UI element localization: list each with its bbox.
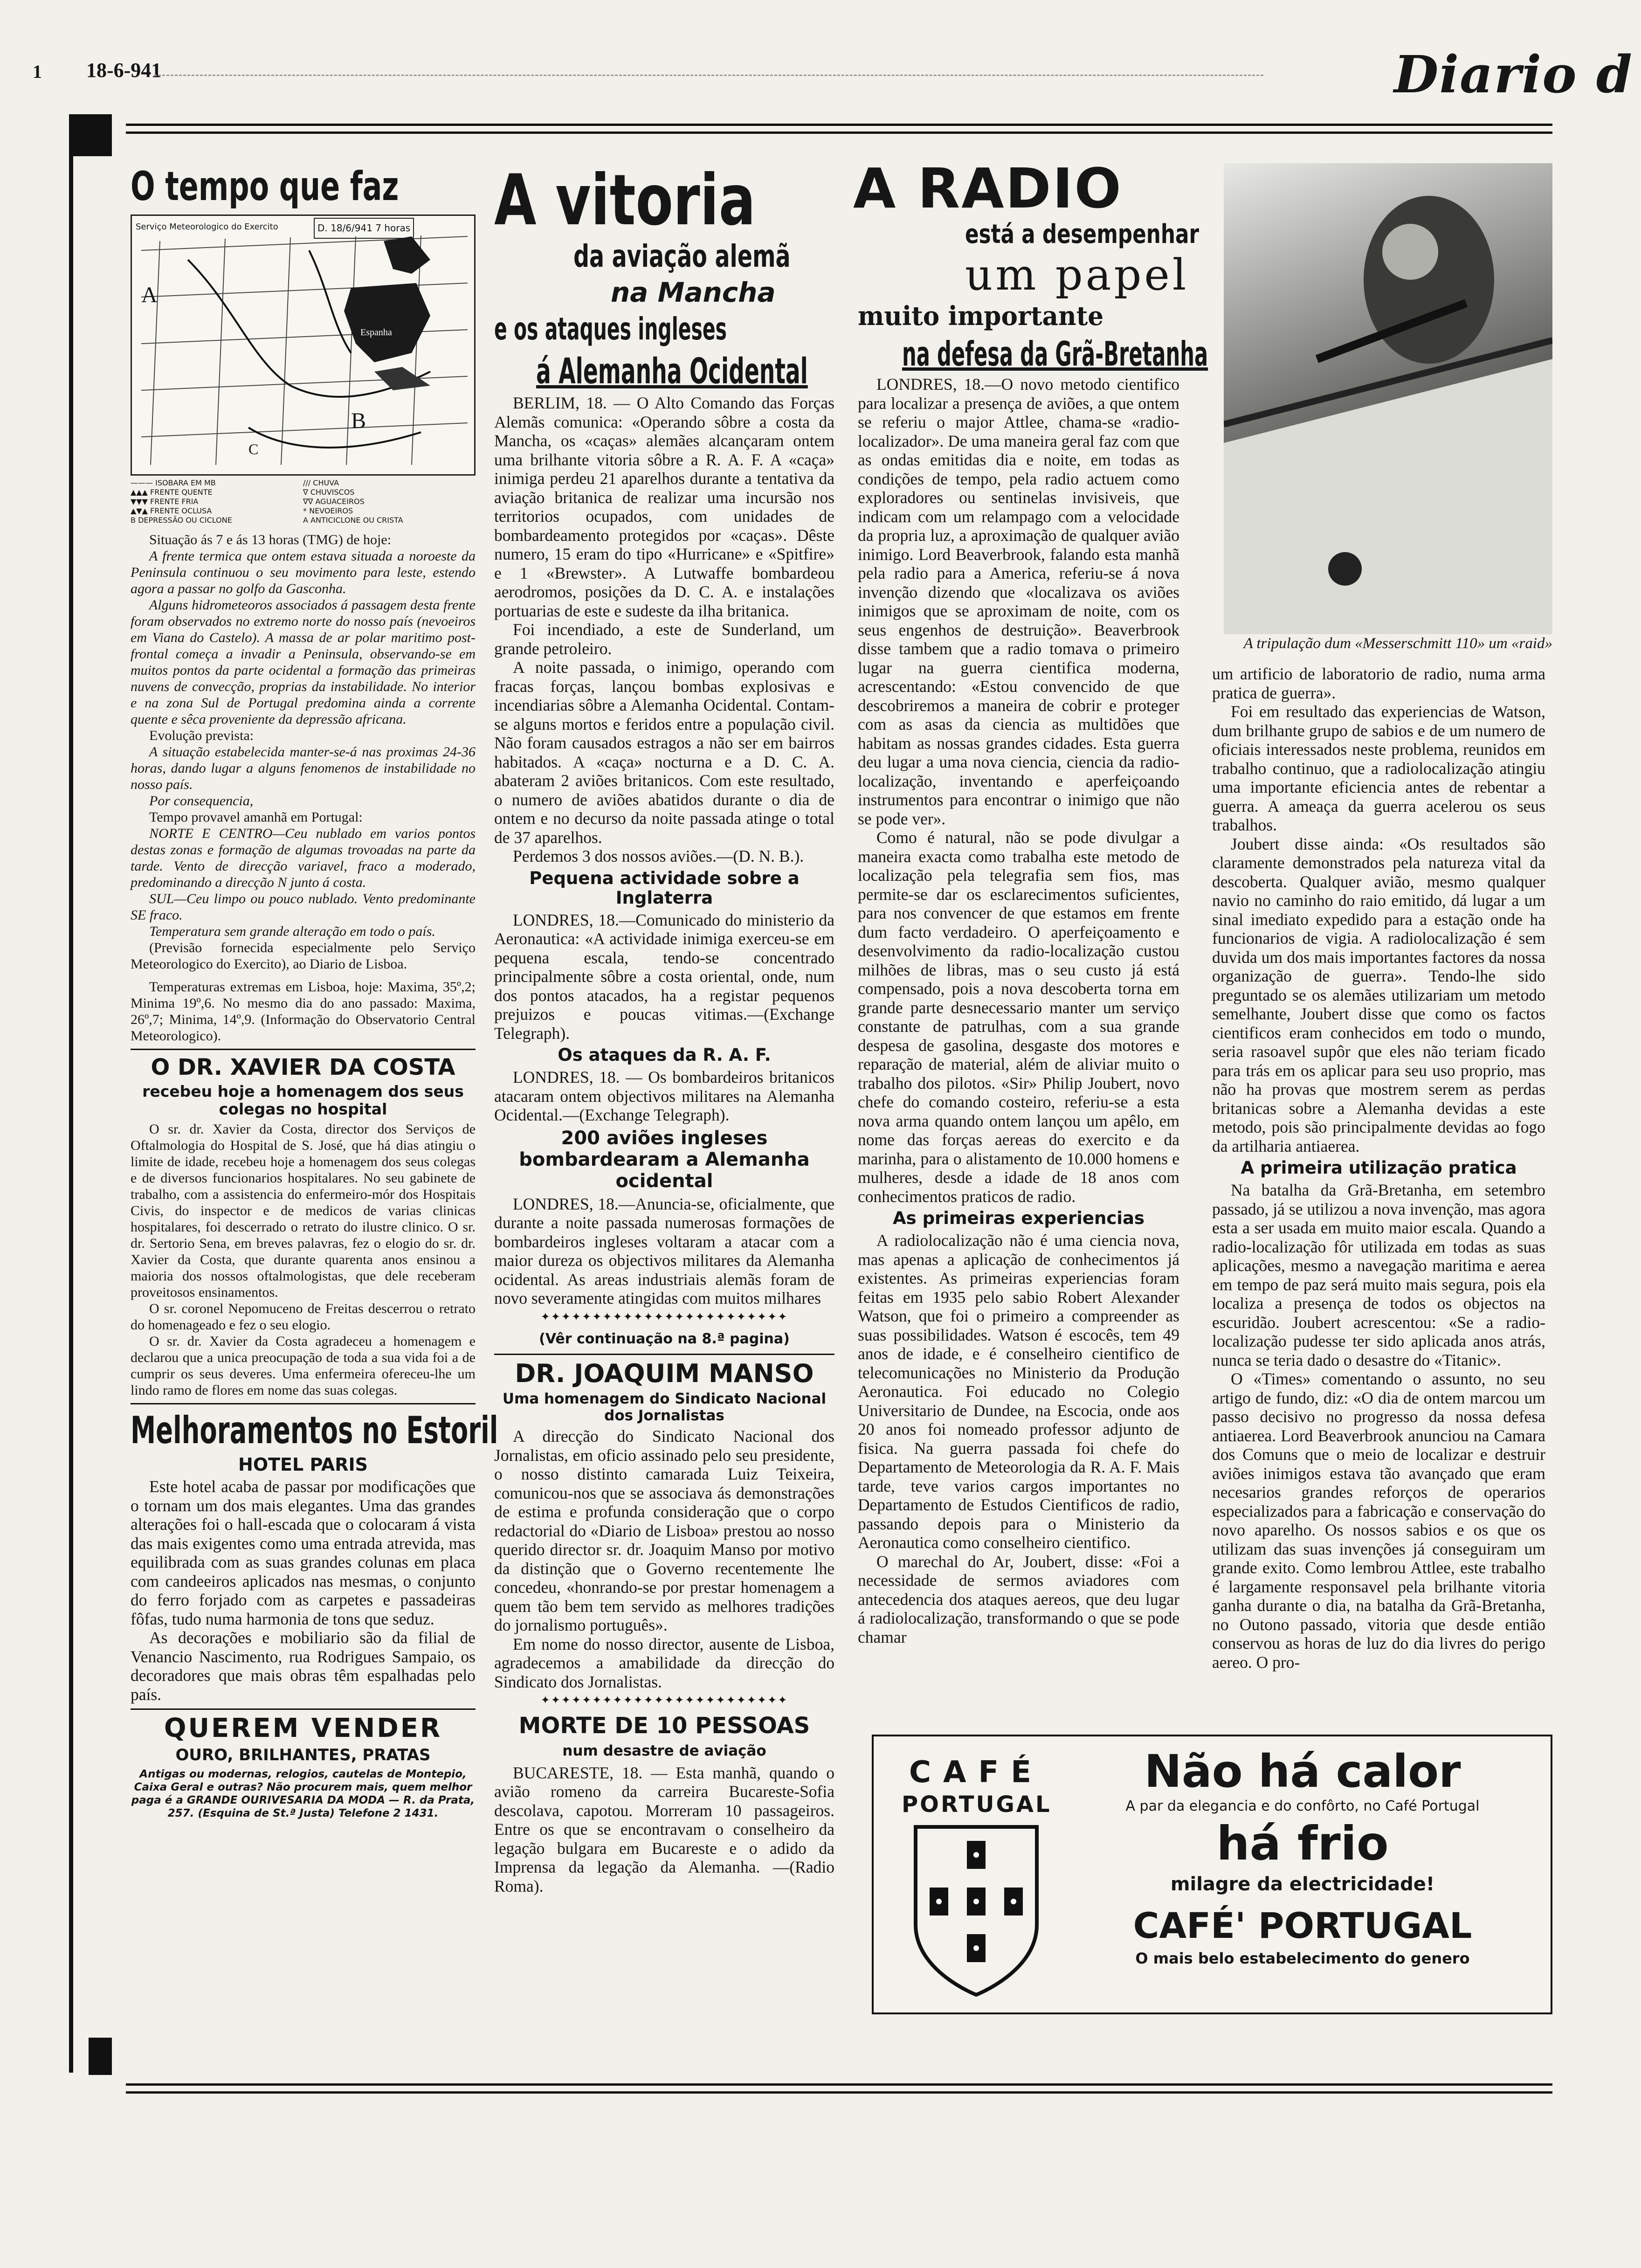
legend-item: ∇∇ AGUACEIROS (303, 497, 365, 506)
map-label-b: B (351, 408, 366, 433)
weather-p3: Evolução prevista: (149, 728, 254, 743)
ad-line-3: há frio (1216, 1816, 1389, 1871)
vitoria-column (494, 160, 834, 1895)
vitoria-h1: A vitoria (494, 160, 756, 241)
radio-h4: muito importante (858, 301, 1104, 332)
photo-caption: A tripulação dum «Messerschmitt 110» um «raid» (1243, 635, 1552, 652)
ad-line-6: O mais belo estabelecimento do genero (1135, 1950, 1470, 1967)
legend-item: ▲▼▲ FRENTE OCLUSA (131, 506, 212, 515)
map-label-spain: Espanha (360, 327, 392, 338)
ad-text (1065, 1746, 1540, 1969)
radio-h5: na defesa da Grã-Bretanha (902, 334, 1208, 373)
vitoria-h2: da aviação alemã (573, 238, 791, 274)
legend-item: A ANTICICLONE OU CRISTA (303, 516, 403, 525)
radio-h1: A RADIO (853, 156, 1123, 221)
divider (131, 1049, 476, 1050)
radio-p4: O marechal do Ar, Joubert, disse: «Foi a necessidade de sermos aviadores com antecedencia dos ataques aereos, que deu lugar á radiolocalização, transformando o que se pode chamar (858, 1552, 1179, 1646)
vitoria-p1: BERLIM, 18. — O Alto Comando das Forças Alemãs comunica: «Operando sôbre a costa da Mancha, os «caças» alemães alcançaram ontem uma brilhante vitoria sôbre a R. A. F. A «caça» inimiga perdeu 21 aparelhos durante a tentativa da aviação britanica de realizar uma incursão nos territorios ocupados, com unidades de bombardeamento protegidos por «caças». Dêste numero, 15 eram do tipo «Hurricane» e «Spitfire» e 1 «Brewster». A Lutwaffe bombardeou aerodromos, posições da D. C. A. e instalações portuarias de este e sudeste da ilha britanica. (494, 394, 834, 620)
radio-p3: A radiolocalização não é uma ciencia nova, mas apenas a aplicação de conhecimentos já existentes. As primeiras experiencias foram feitas em 1935 pelo sabio Robert Alexander Watson, que foi o primeiro a compreender as suas possibilidades. Watson é escocês, tem 49 anos de idade, e é conselheiro cientifico de telecomunicações no Ministerio da Produção Aeronautica. Foi educado no Colegio Universitario de Dundee, na Escocia, onde aos 20 anos foi nomeado professor adjunto de fisica. Na guerra passada foi chefe do Departamento de Meteorologia da R. A. F. Mais tarde, teve varios cargos importantes no Departamento de Estudos Cientificos de radio, passando depois para o Ministerio da Aeronautica como conselheiro cientifico. (858, 1231, 1179, 1552)
issue-date: 18-6-941 (86, 59, 162, 82)
masthead: Diario d (1394, 44, 1633, 104)
radio-p8: Na batalha da Grã-Bretanha, em setembro passado, já se utilizou a nova invenção, mas agora esta a ser usada em muito maior escala. Quando a radio-localização fôr utilizada em todas as suas aplicações, mesmo a navegação maritima e aerea em tempo de paz será muito mais segura, pois ela localiza a presença de todos os objectos na escuridão. Joubert acrescentou: «Se a radio-localização pudesse ter sido aplicada anos atrás, nunca se teria dado o desastre do «Titanic». (1212, 1181, 1545, 1369)
vitoria-p5: LONDRES, 18.—Comunicado do ministerio da Aeronautica: «A actividade inimiga exerceu-se em pequena escala, tendo-se concentrado principalmente sôbre a costa oriental, onde, num dos pontos atacados, ha a registar pequenos prejuizos e poucas vitimas.—(Exchange Telegraph). (494, 910, 834, 1043)
divider (131, 1708, 476, 1710)
map-drawing (132, 232, 474, 474)
radio-p7: Joubert disse ainda: «Os resultados são claramente demonstrados pela natureza vital da descoberta. Qualquer avião, mesmo qualquer navio no caminho do raio emitido, dá lugar a um sinal imediato expedido para a estação onde ha funcionarios de vigia. A radiolocalização é sem duvida um dos mais importantes factores da nossa organização de guerra». Tendo-lhe sido preguntado se os alemães utilizariam um metodo semelhante, Joubert disse que como os factos cientificos eram conhecidos em todo o mundo, seria rasoavel supôr que eles não teriam ficado para trás em os aplicar para seu uso proprio, mas não ha provas que mostrem serem as perdas britanicas sobre a Alemanha devidas a este metodo, pois são principalmente devidas ao fogo da artilharia antiaerea. (1212, 834, 1545, 1155)
radio-p5: um artificio de laboratorio de radio, numa arma pratica de guerra». (1212, 664, 1545, 702)
legend-item: ▲▲▲ FRENTE QUENTE (131, 488, 213, 497)
weather-column (131, 163, 498, 1820)
vitoria-p2: Foi incendiado, a este de Sunderland, um grande petroleiro. (494, 620, 834, 658)
dotted-divider: ✦✦✦✦✦✦✦✦✦✦✦✦✦✦✦✦✦✦✦✦✦✦✦✦ (540, 1694, 788, 1707)
map-label-c: C (248, 441, 259, 457)
shield-icon (902, 1822, 1051, 1999)
weather-situation: Situação ás 7 e ás 13 horas (TMG) de hoje: (149, 532, 392, 547)
vitoria-p7: LONDRES, 18.—Anuncia-se, oficialmente, que durante a noite passada numerosas formações de bombardeiros ingleses voltaram a atacar com a maior dureza os objectivos militares da Alemanha ocidental. As areas industriais alemãs foram de novo severamente atingidas com muitos milhares (494, 1194, 834, 1307)
legend-item: ▼▼▼ FRENTE FRIA (131, 497, 199, 506)
legend-item: B DEPRESSÃO OU CICLONE (131, 516, 232, 525)
weather-p11: Temperaturas extremas em Lisboa, hoje: Maxima, 35º,2; Minima 19º,6. No mesmo dia do ano passado: Maxima, 26º,7; Minima, 14º,9. (Informação do Observatorio Central Meteorologico). (131, 979, 476, 1044)
xavier-p1: O sr. dr. Xavier da Costa, director dos Serviços de Oftalmologia do Hospital de S. José, que há dias atingiu o limite de idade, recebeu hoje a homenagem dos seus colegas e de diversos funcionarios hospitalares. No seu gabinete de trabalho, com a assistencia do enfermeiro-mór dos Hospitais Civis, do inspector e de medicos de varias clinicas hospitalares, foi descerrado o retrato do ilustre clinico. O sr. dr. Sertorio Sena, em breves palavras, fez o elogio do sr. dr. Xavier da Costa, que durante quarenta anos ensinou a maioria dos nossos oftalmologistas, que dele receberam proveitosos ensinamentos. (131, 1121, 476, 1300)
radio-p9: O «Times» comentando o assunto, no seu artigo de fundo, diz: «O dia de ontem marcou um passo decisivo no progresso da nossa defesa antiaerea. Lord Beaverbrook anunciou na Camara dos Comuns que o meio de localizar e destruir aviões inimigos estava tão avançado que eram necesarios grandes reforços de operarios especializados para a fabricação e conservação do novo aparelho. Os nossos sabios e os que os utilizam das suas invenções já conseguiram um grande exito. Como lembrou Attlee, este trabalho é largamente responsavel pela brilhante vitoria ganha durante o dia, na batalha da Grã-Bretanha, no Outono passado, vitoria que desde entião conservou as horas de luz do dia livres do perigo aereo. O pro- (1212, 1369, 1545, 1672)
weather-p7: NORTE E CENTRO—Ceu nublado em varios pontos destas zonas e formação de algumas trovoadas na parte da tarde. Vento de direcção variavel, fraco a moderado, predominando a direcção N junto á costa. (131, 826, 476, 890)
manso-p2: Em nome do nosso director, ausente de Lisboa, agradecemos a amabilidade da direcção do Sindicato dos Jornalistas. (494, 1634, 834, 1691)
weather-p1: A frente termica que ontem estava situada a noroeste da Peninsula continuou o seu movimento para leste, estendo agora a passar no golfo da Gasconha. (131, 548, 476, 596)
cafe-logo (902, 1755, 1051, 1998)
ad-line-5: CAFÉ' PORTUGAL (1133, 1905, 1472, 1946)
map-header-right: D. 18/6/941 7 horas (314, 218, 414, 239)
morte-p1: BUCARESTE, 18. — Esta manhã, quando o avião romeno da carreira Bucareste-Sofia descolava, capotou. Morreram 10 passageiros. Entre os que se encontravam o conselheiro da legação bulgara em Bucareste e o adido da Imprensa da legação da Alemanha. —(Radio Roma). (494, 1763, 834, 1895)
querem-subtitle: OURO, BRILHANTES, PRATAS (175, 1746, 431, 1764)
weather-title: O tempo que faz (131, 163, 399, 210)
dotted-divider: ✦✦✦✦✦✦✦✦✦✦✦✦✦✦✦✦✦✦✦✦✦✦✦✦ (540, 1311, 788, 1323)
vitoria-p6: LONDRES, 18. — Os bombardeiros britanicos atacaram ontem objectivos militares na Alemanha Ocidental.—(Exchange Telegraph). (494, 1068, 834, 1124)
weather-p4: A situação estabelecida manter-se-á nas proximas 24-36 horas, dando lugar a alguns fenomenos de instabilidade no nosso país. (131, 744, 476, 792)
radio-column-continued (1212, 664, 1545, 1672)
morte-subtitle: num desastre de aviação (562, 1742, 766, 1759)
header-rule (154, 75, 1263, 76)
radio-p2: Como é natural, não se pode divulgar a maneira exacta como trabalha este metodo de localização pela telegrafia sem fios, mas permite-se dar os esclarecimentos suficientes, para nos convencer de que estamos em frente dum facto verdadeiro. O aperfeiçoamento e desenvolvimento da radio-localização custou milhões de libras, mas o seu custo já está compensado, pois a nova descoberta torna em grande parte desnecessario manter um serviço constante de patrulhas, com a sua grande despesa de gasolina, desgaste dos motores e reparação de material, além de aliviar muito o trabalho dos pilotos. «Sir» Philip Joubert, novo chefe do comando costeiro, referiu-se a esta nova arma quando ontem lançou um apêlo, em nome das forças aereas do exercito e da marinha, para o alistamento de 10.000 homens e mulheres, desde a idade de 18 anos com conhecimentos praticos de radio. (858, 828, 1179, 1206)
ad-line-2: A par da elegancia e do confôrto, no Café Portugal (1125, 1798, 1480, 1814)
xavier-p2: O sr. coronel Nepomuceno de Freitas descerrou o retrato do homenageado e fez o seu elogio. (131, 1301, 476, 1333)
xavier-title: O DR. XAVIER DA COSTA (151, 1054, 455, 1080)
estoril-p2: As decorações e mobiliario são da filial de Venancio Nascimento, rua Rodrigues Sampaio, os decoradores que mais obras têm espalhadas pelo país. (131, 1628, 476, 1704)
manso-subtitle: Uma homenagem do Sindicato Nacional dos Jornalistas (502, 1390, 827, 1424)
divider (494, 1354, 834, 1355)
vitoria-h4: e os ataques ingleses (494, 311, 727, 347)
radio-p1: LONDRES, 18.—O novo metodo cientifico para localizar a presença de aviões, a que ontem se referiu o major Attlee, chama-se «radio-localizador». De uma maneira geral faz com que as ondas emitidas dia e noite, em todas as condições de tempo, pela radio actuem como exploradores ou sentinelas invisiveis, que indicam com um relampago com a velocidade da propria luz, a aproximação de qualquer avião inimigo. Lord Beaverbrook, falando esta manhã pela radio para a America, referiu-se á nova invenção dizendo que «localizava os aviões inimigos que se aproximam de noite, com os seus engenhos de destruição». Beaverbrook disse tambem que a radio tomava o primeiro lugar na guerra cientifica moderna, acrescentando: «Estou convencido de que descobriremos a maneira de cobrir e proteger com as asas da ciencia as multidões que habitam as nossas grandes cidades. Esta guerra deu lugar a uma nova ciencia, ciencia da radio-localização, inventando e aperfeiçoando instrumentos para encontrar o inimigo que não se pode ver». (858, 375, 1179, 828)
page-number: 1 (33, 61, 42, 82)
vitoria-continuation: (Vêr continuação na 8.ª pagina) (539, 1331, 790, 1347)
legend-item: ——— ISOBARA EM MB (131, 478, 216, 487)
weather-p9: Temperatura sem grande alteração em todo o país. (149, 924, 435, 939)
querem-title: QUEREM VENDER (164, 1713, 442, 1743)
radio-h3: um papel (965, 250, 1189, 300)
weather-p10: (Previsão fornecida especialmente pelo Serviço Meteorologico do Exercito), ao Diario de Lisboa. (131, 940, 476, 972)
bottom-double-rule (126, 2083, 1552, 2094)
weather-p2: Alguns hidrometeoros associados á passagem desta frente foram observados no extremo norte do nosso país (nevoeiros em Viana do Castelo). A massa de ar polar maritimo post-frontal começa a invadir a Peninsula, observando-se em muitos pontos da parte ocidental a formação das primeiras nuvens de convecção, proprias da instabilidade. No interior e na zona Sul de Portugal predomina ainda a corrente quente e sêca proveniente da depressão africana. (131, 597, 476, 727)
estoril-subtitle: HOTEL PARIS (238, 1454, 368, 1475)
map-header-left: Serviço Meteorologico do Exercito (136, 222, 278, 232)
manso-p1: A direcção do Sindicato Nacional dos Jornalistas, em oficio assinado pelo seu presidente, o nosso distinto camarada Luiz Teixeira, comunicou-nos que se associava ás demonstrações de estima e profunda consideração que o corpo redactorial do «Diario de Lisboa» prestou ao nosso querido director sr. dr. Joaquim Manso por motivo da distinção que o Governo recentemente lhe concedeu, «honrando-se por prestar homenagem a quem tão bem tem servido as melhores tradições do jornalismo português». (494, 1427, 834, 1634)
weather-p5: Por consequencia, (149, 793, 254, 809)
bottom-corner-block (89, 2038, 112, 2075)
weather-map (131, 214, 476, 476)
weather-p6: Tempo provavel amanhã em Portugal: (149, 809, 363, 825)
querem-body: Antigas ou modernas, relogios, cautelas de Montepio, Caixa Geral e outras? Não procurem mais, quem melhor paga é a GRANDE OURIVESARIA DA MODA — R. da Prata, 257. (Esquina de St.ª Justa) Telefone 2 1431. (131, 1768, 475, 1819)
aircraft-crew-photo (1224, 163, 1552, 634)
ad-line-1: Não há calor (1144, 1745, 1461, 1798)
corner-block (69, 114, 112, 156)
divider (131, 1403, 476, 1404)
vitoria-h5: á Alemanha Ocidental (536, 350, 808, 392)
manso-title: DR. JOAQUIM MANSO (515, 1359, 814, 1388)
photo-drawing (1224, 163, 1552, 634)
ad-line-4: milagre da electricidade! (1170, 1874, 1435, 1895)
logo-bottom-text: PORTUGAL (902, 1791, 1052, 1818)
xavier-p3: O sr. dr. Xavier da Costa agradeceu a homenagem e declarou que a unica preocupação de toda a sua vida foi a de cumprir os seus deveres. Uma enfermeira ofereceu-lhe um lindo ramo de flores em nome das suas colegas. (131, 1334, 476, 1398)
legend-item: ∇ CHUVISCOS (303, 488, 355, 497)
top-double-rule (126, 124, 1552, 134)
map-label-a: A (141, 283, 158, 307)
vitoria-s2: Os ataques da R. A. F. (558, 1045, 771, 1065)
legend-item: * NEVOEIROS (303, 506, 353, 515)
logo-top-text: CAFÉ (909, 1755, 1043, 1790)
vitoria-h3: na Mancha (611, 277, 776, 308)
radio-s1: As primeiras experiencias (893, 1208, 1145, 1228)
vitoria-p3: A noite passada, o inimigo, operando com fracas forças, lançou bombas explosivas e incendiarias sôbre a Alemanha Ocidental. Contam-se alguns mortos e feridos entre a população civil. Não foram causados estragos a não ser em bairros habitados. A «caça» nocturna e a D. C. A. abateram 2 aviões britanicos. Com este resultado, o numero de aviões abatidos durante o dia de ontem e no decurso da noite passada atinge o total de 37 aparelhos. (494, 658, 834, 847)
left-margin-rule (69, 156, 112, 2073)
estoril-p1: Este hotel acaba de passar por modificações que o tornam um dos mais elegantes. Uma das grandes alterações foi o hall-escada que o colocaram á vista das mais exigentes como uma entrada atrevida, mas equilibrada com as suas grandes colunas em placa com candeeiros aplicados nas mesmas, o conjunto do ferro forjado com as carpetes e passadeiras fôfas, tudo numa harmonia de tons que seduz. (131, 1477, 476, 1628)
legend-item: /// CHUVA (303, 478, 339, 487)
map-legend (131, 478, 476, 525)
radio-column (853, 156, 1208, 1646)
radio-s2: A primeira utilização pratica (1241, 1158, 1517, 1178)
xavier-subtitle: recebeu hoje a homenagem dos seus colegas no hospital (142, 1082, 464, 1118)
cafe-portugal-ad (872, 1735, 1552, 2014)
radio-p6: Foi em resultado das experiencias de Watson, dum brilhante grupo de sabios e de um numero de oficiais interessados neste problema, reunidos em trabalho continuo, que a radiolocalização atingiu uma importante eficiencia antes de rebentar a guerra. A ameaça da guerra acelerou os seus trabalhos. (1212, 702, 1545, 834)
vitoria-s1: Pequena actividade sobre a Inglaterra (529, 868, 800, 908)
weather-p8: SUL—Ceu limpo ou pouco nublado. Vento predominante SE fraco. (131, 891, 476, 923)
vitoria-p4: Perdemos 3 dos nossos aviões.—(D. N. B.). (513, 847, 804, 865)
vitoria-s3: 200 aviões ingleses bombardearam a Alemanha ocidental (519, 1127, 810, 1192)
radio-h2: está a desempenhar (965, 219, 1200, 249)
morte-title: MORTE DE 10 PESSOAS (518, 1712, 810, 1739)
estoril-title: Melhoramentos no Estoril (131, 1409, 498, 1452)
